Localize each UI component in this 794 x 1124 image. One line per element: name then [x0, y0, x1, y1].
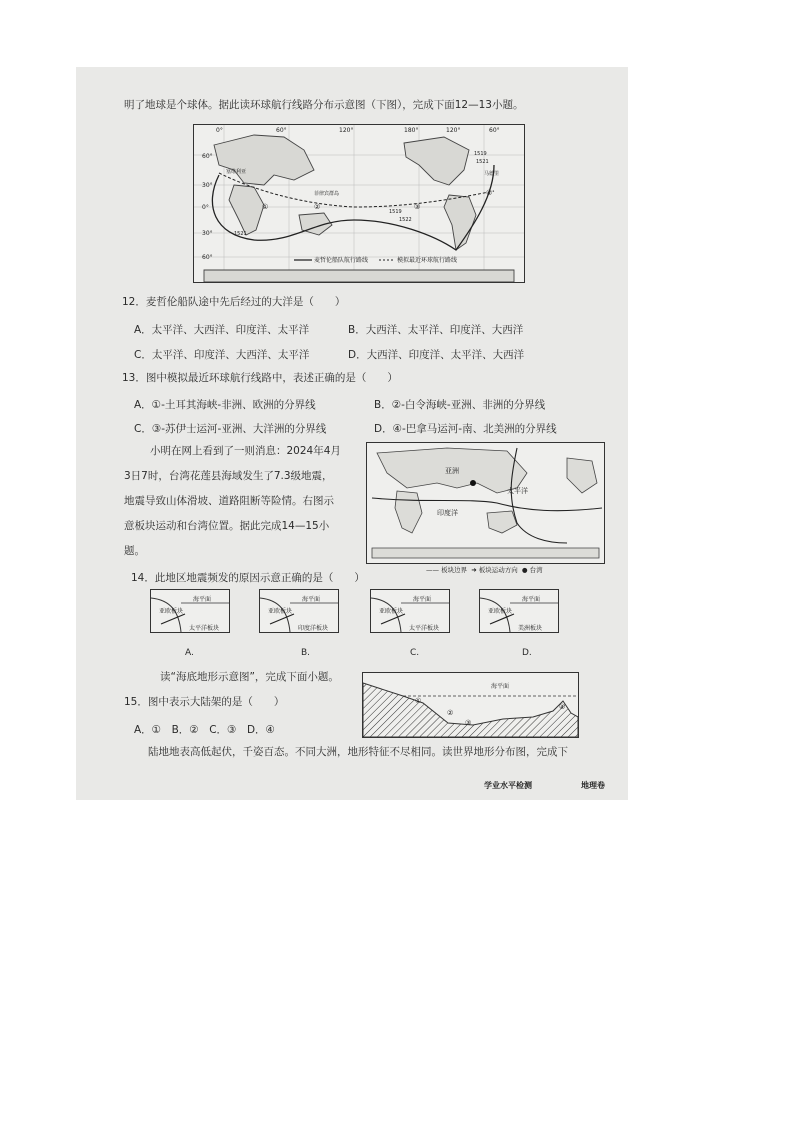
seafloor-diagram — [362, 672, 579, 738]
q13-option-d[interactable]: D．④-巴拿马运河-南、北美洲的分界线 — [374, 423, 557, 435]
legend-simulated: 模拟最近环球航行路线 — [397, 257, 458, 264]
antarctica-shape-2 — [372, 548, 599, 558]
last-line: 陆地地表高低起伏，千姿百态。不同大洲，地形特征不尽相同。读世界地形分布图，完成下 — [148, 746, 568, 758]
q12-option-a[interactable]: A．太平洋、大西洋、印度洋、太平洋 — [134, 324, 310, 336]
year-3: 1521 — [234, 231, 247, 237]
footer-right: 地理卷 — [581, 781, 605, 790]
diagram-c-left: 亚欧板块 — [379, 608, 404, 615]
news-line-4: 意板块运动和台湾位置。据此完成14—15小 — [124, 520, 330, 532]
lon-1: 0° — [216, 127, 223, 134]
label-asia: 亚洲 — [445, 467, 459, 475]
footer-left: 学业水平检测 — [484, 781, 532, 790]
place-madrid: 马德里 — [484, 171, 500, 177]
world-map-svg — [194, 125, 524, 282]
q15-options[interactable]: A．① B．② C．③ D．④ — [134, 724, 275, 736]
news-line-1: 小明在网上看到了一则消息：2024年4月 — [150, 445, 341, 457]
africa-shape-2 — [395, 491, 422, 533]
place-seville: 塞维利亚 — [226, 169, 247, 175]
year-2: 1522 — [399, 217, 412, 223]
q15-stem: 15．图中表示大陆架的是（ ） — [124, 696, 285, 708]
lat-2: 30° — [202, 182, 213, 189]
diagram-d-right: 美洲板块 — [518, 625, 543, 632]
q14-stem: 14．此地区地震频发的原因示意正确的是（ ） — [131, 572, 365, 584]
south-america-shape — [444, 195, 476, 250]
legend-taiwan: 台湾 — [529, 566, 543, 574]
seafloor-num-1: ① — [415, 697, 422, 705]
seafloor-sea-label: 海平面 — [491, 683, 510, 690]
australia-shape-2 — [487, 511, 517, 533]
seafloor-num-4: ④ — [559, 703, 566, 711]
world-navigation-map — [193, 124, 525, 283]
label-indian: 印度洋 — [437, 509, 458, 517]
plate-map-svg — [367, 443, 604, 563]
intro-line: 明了地球是个球体。据此读环球航行线路分布示意图（下图），完成下面12—13小题。 — [124, 99, 524, 111]
antarctica-shape — [204, 270, 514, 282]
year-5: 1521 — [476, 159, 489, 165]
q14-label-d: D. — [522, 648, 532, 658]
q14-label-b: B. — [301, 648, 311, 658]
q14-diagram-d[interactable] — [479, 589, 559, 633]
q14-diagram-b[interactable] — [259, 589, 339, 633]
lon-5: 120° — [446, 127, 461, 134]
q12-stem: 12．麦哲伦船队途中先后经过的大洋是（ ） — [122, 296, 346, 308]
q12-option-c[interactable]: C．太平洋、印度洋、大西洋、太平洋 — [134, 349, 310, 361]
label-pacific: 太平洋 — [507, 487, 528, 495]
news-line-3: 地震导致山体滑坡、道路阻断等险情。右图示 — [124, 495, 334, 507]
year-4: 1519 — [474, 151, 487, 157]
news-line-5: 题。 — [124, 545, 145, 557]
legend-magellan: 麦哲伦船队航行路线 — [314, 257, 369, 264]
diagram-b-left: 亚欧板块 — [268, 608, 293, 615]
diagram-d-sea: 海平面 — [522, 596, 541, 603]
lon-4: 180° — [404, 127, 419, 134]
seafloor-intro: 读“海底地形示意图”，完成下面小题。 — [160, 671, 339, 683]
north-america-shape — [404, 137, 469, 185]
circle-1: ① — [262, 203, 269, 211]
photographed-exam-page — [76, 67, 628, 800]
diagram-a-right: 太平洋板块 — [189, 625, 220, 632]
circle-3: ③ — [414, 203, 421, 211]
seafloor-num-2: ② — [447, 709, 454, 717]
q12-option-d[interactable]: D．大西洋、印度洋、太平洋、大西洋 — [348, 349, 525, 361]
q14-label-a: A. — [185, 648, 194, 658]
q13-option-b[interactable]: B．②-白令海峡-亚洲、非洲的分界线 — [374, 399, 546, 411]
circle-4: ④ — [486, 189, 493, 197]
q13-option-c[interactable]: C．③-苏伊士运河-亚洲、大洋洲的分界线 — [134, 423, 327, 435]
q14-diagram-c[interactable] — [370, 589, 450, 633]
q14-diagram-a[interactable] — [150, 589, 230, 633]
africa-shape — [229, 185, 264, 235]
lon-6: 60° — [489, 127, 500, 134]
diagram-a-left: 亚欧板块 — [159, 608, 184, 615]
circle-2: ② — [314, 203, 321, 211]
diagram-b-right: 印度洋板块 — [298, 625, 329, 632]
news-line-2: 3日7时，台湾花莲县海域发生了7.3级地震， — [124, 470, 333, 482]
america-shape — [567, 458, 597, 493]
q12-option-b[interactable]: B．大西洋、太平洋、印度洋、大西洋 — [348, 324, 524, 336]
q13-option-a[interactable]: A．①-土耳其海峡-非洲、欧洲的分界线 — [134, 399, 316, 411]
legend-boundary: 板块边界 — [441, 566, 468, 574]
q14-label-c: C. — [410, 648, 420, 658]
lon-3: 120° — [339, 127, 354, 134]
place-philippines: 菲律宾群岛 — [314, 191, 340, 197]
year-1: 1519 — [389, 209, 402, 215]
plate-map — [366, 442, 605, 564]
diagram-a-sea: 海平面 — [193, 596, 212, 603]
legend-direction: 板块运动方向 — [478, 566, 518, 574]
lat-1: 60° — [202, 153, 213, 160]
lat-4: 30° — [202, 230, 213, 237]
seafloor-num-3: ③ — [465, 719, 472, 727]
taiwan-dot — [470, 480, 476, 486]
diagram-d-left: 亚欧板块 — [488, 608, 513, 615]
plate-map-legend: —— 板块边界 ➜ 板块运动方向 ● 台湾 — [426, 566, 543, 574]
lat-3: 0° — [202, 204, 209, 211]
q13-stem: 13．图中模拟最近环球航行线路中，表述正确的是（ ） — [122, 372, 398, 384]
lon-2: 60° — [276, 127, 287, 134]
diagram-b-sea: 海平面 — [302, 596, 321, 603]
lat-5: 60° — [202, 254, 213, 261]
diagram-c-sea: 海平面 — [413, 596, 432, 603]
diagram-c-right: 太平洋板块 — [409, 625, 440, 632]
